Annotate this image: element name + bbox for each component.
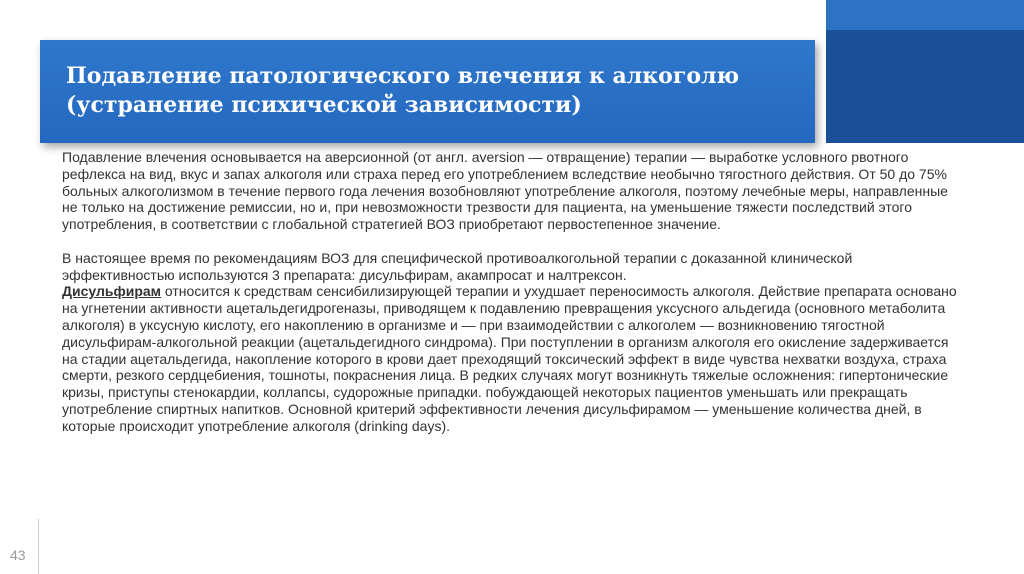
slide-body [62, 149, 962, 435]
paragraph-who-recommendations: В настоящее время по рекомендациям ВОЗ для специфической противоалкогольной терапии с доказанной клинической эффективностью используются 3 препарата: дисульфирам, акампросат и налтрексон. [62, 249, 853, 283]
paragraph-disulfiram [62, 283, 962, 434]
paragraph-aversion-therapy: Подавление влечения основывается на аверсионной (от англ. aversion — отвращение) терапии — выработке условного рвотного рефлекса на вид, вкус и запах алкоголя или страха перед его употреблением вследствие необычно тягостного действия. От 50 до 75% больных алкоголизмом в течение первого года лечения возобновляют употребление алкоголя, поэтому лечебные меры, направленные не только на достижение ремиссии, но и, при невозможности трезвости для пациента, на уменьшение тяжести последствий этого употребления, в соответствии с глобальной стратегией ВОЗ приобретают первостепенное значение. [62, 149, 948, 233]
slide-title-line2: (устранение психической зависимости) [66, 92, 582, 118]
slide-title-line1: Подавление патологического влечения к алкоголю [66, 63, 740, 89]
disulfiram-description: относится к средствам сенсибилизирующей терапии и ухудшает переносимость алкоголя. Действие препарата основано на угнетении активности ацетальдегидрогеназы, приводящем к подавлению превращения уксусного альдегида (основного метаболита алкоголя) в уксусную кислоту, его накоплению в организме и — при взаимодействии с алкоголем — возникновению тягостной дисульфирам-алкогольной реакции (ацетальдегидного синдрома). При поступлении в организм алкоголя его окисление задерживается на стадии ацетальдегида, накопление которого в крови дает преходящий токсический эффект в виде чувства нехватки воздуха, страха смерти, резкого сердцебиения, тошноты, покраснения лица. В редких случаях могут возникнуть тяжелые осложнения: гипертонические кризы, приступы стенокардии, коллапсы, судорожные припадки. побуждающей некоторых пациентов уменьшать или прекращать употребление спиртных напитков. Основной критерий эффективности лечения дисульфирамом — уменьшение количества дней, в которые происходит употребление алкоголя (drinking days). [62, 283, 957, 434]
footer-divider [38, 519, 39, 574]
slide-title [66, 62, 786, 120]
decorative-corner-bar-light [826, 0, 1024, 30]
slide-number: 43 [10, 547, 26, 563]
disulfiram-term: Дисульфирам [62, 283, 162, 300]
